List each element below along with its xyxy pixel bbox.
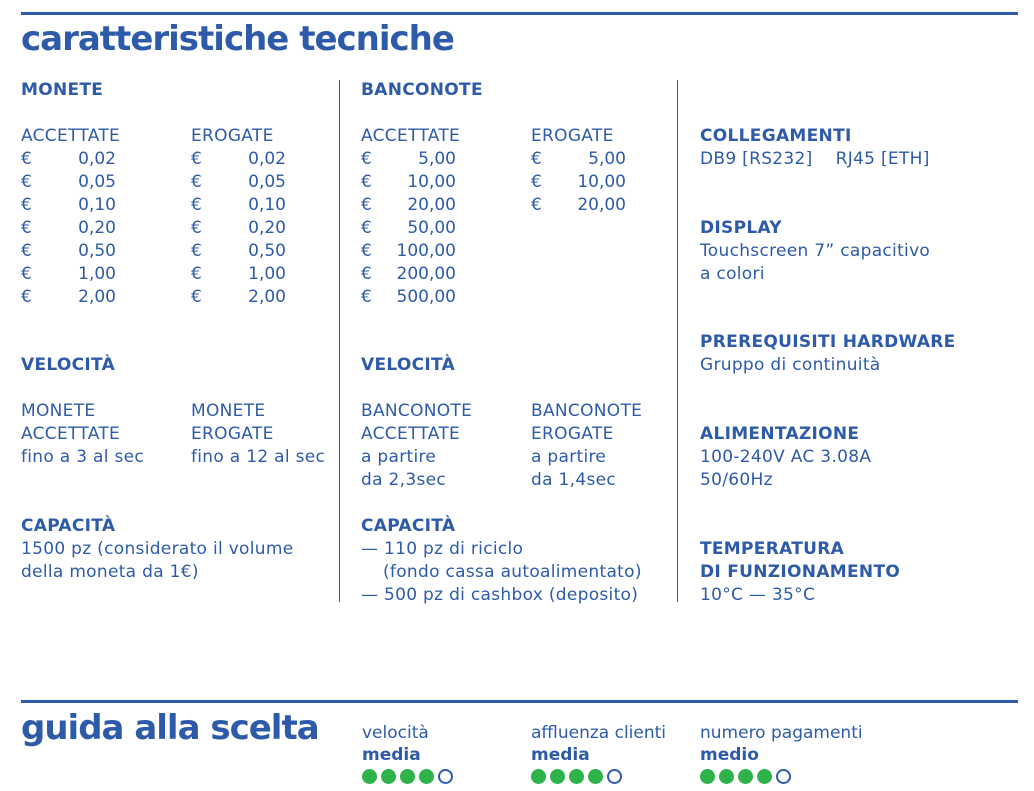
banknote-row — [361, 286, 460, 309]
speed-line: a partire — [531, 447, 607, 467]
banconote-accettate-label: ACCETTATE — [361, 126, 461, 146]
banconote-accettate-list — [361, 125, 460, 309]
prerequisiti-title: PREREQUISITI HARDWARE — [700, 332, 956, 352]
capacita-banconote-title: CAPACITÀ — [361, 516, 456, 536]
monete-title: MONETE — [21, 80, 104, 100]
capacity-line: — 500 pz di cashbox (deposito) — [361, 585, 639, 605]
coin-value: 0,02 — [78, 149, 116, 169]
rj45-port: RJ45 [ETH] — [835, 149, 930, 169]
column-divider — [677, 80, 678, 602]
coin-row — [191, 286, 286, 309]
temperatura-title: DI FUNZIONAMENTO — [700, 562, 901, 582]
rating-dots — [531, 769, 666, 784]
euro-sign: € — [21, 195, 32, 215]
coin-value: 0,02 — [248, 149, 286, 169]
filled-dot-icon — [719, 769, 734, 784]
banknote-row — [361, 240, 460, 263]
speed-line: fino a 3 al sec — [21, 447, 145, 467]
speed-line: ACCETTATE — [361, 424, 461, 444]
speed-line: BANCONOTE — [531, 401, 643, 421]
empty-dot-icon — [607, 769, 622, 784]
filled-dot-icon — [700, 769, 715, 784]
coin-value: 0,05 — [78, 172, 116, 192]
banknote-value: 5,00 — [418, 149, 456, 169]
capacity-line: 1500 pz (considerato il volume — [21, 539, 294, 559]
euro-sign: € — [191, 264, 202, 284]
speed-line: BANCONOTE — [361, 401, 473, 421]
capacity-line: (fondo cassa autoalimentato) — [383, 562, 642, 582]
coin-row — [21, 240, 120, 263]
guide-level: media — [362, 745, 421, 765]
coin-row — [191, 194, 286, 217]
euro-sign: € — [531, 149, 542, 169]
velocita-banconote-accettate — [361, 400, 472, 492]
filled-dot-icon — [550, 769, 565, 784]
banknote-value: 100,00 — [396, 241, 456, 261]
coin-value: 1,00 — [78, 264, 116, 284]
speed-line: da 2,3sec — [361, 470, 447, 490]
banknote-row — [361, 194, 460, 217]
guide-pagamenti — [700, 722, 863, 784]
velocita-monete-title: VELOCITÀ — [21, 355, 116, 375]
banknote-value: 5,00 — [588, 149, 626, 169]
guide-label: velocità — [362, 723, 429, 743]
euro-sign: € — [531, 195, 542, 215]
coin-value: 1,00 — [248, 264, 286, 284]
speed-line: a partire — [361, 447, 437, 467]
coin-value: 0,10 — [248, 195, 286, 215]
filled-dot-icon — [400, 769, 415, 784]
monete-accettate-label: ACCETTATE — [21, 126, 121, 146]
filled-dot-icon — [757, 769, 772, 784]
specs-heading: caratteristiche tecniche — [21, 19, 454, 59]
coin-row — [191, 148, 286, 171]
empty-dot-icon — [776, 769, 791, 784]
filled-dot-icon — [738, 769, 753, 784]
euro-sign: € — [191, 172, 202, 192]
coin-row — [21, 263, 120, 286]
display-section — [700, 217, 930, 286]
rating-dots — [700, 769, 863, 784]
alimentazione-title: ALIMENTAZIONE — [700, 424, 860, 444]
velocita-monete-accettate — [21, 400, 144, 469]
column-divider — [339, 80, 340, 602]
speed-line: ACCETTATE — [21, 424, 121, 444]
euro-sign: € — [21, 241, 32, 261]
speed-line: MONETE — [191, 401, 266, 421]
monete-accettate-list — [21, 125, 120, 309]
velocita-monete-erogate — [191, 400, 325, 469]
coin-row — [21, 148, 120, 171]
coin-row — [21, 286, 120, 309]
coin-row — [21, 217, 120, 240]
display-line: Touchscreen 7” capacitivo — [700, 241, 931, 261]
prerequisiti-line: Gruppo di continuità — [700, 355, 881, 375]
coin-row — [191, 240, 286, 263]
guide-label: numero pagamenti — [700, 723, 863, 743]
top-rule — [21, 12, 1018, 15]
temperatura-title: TEMPERATURA — [700, 539, 845, 559]
monete-erogate-list — [191, 125, 286, 309]
collegamenti-title: COLLEGAMENTI — [700, 126, 852, 146]
temperatura-line: 10°C — 35°C — [700, 585, 816, 605]
filled-dot-icon — [588, 769, 603, 784]
coin-row — [191, 217, 286, 240]
coin-value: 0,10 — [78, 195, 116, 215]
coin-row — [191, 263, 286, 286]
euro-sign: € — [191, 149, 202, 169]
coin-value: 0,50 — [78, 241, 116, 261]
filled-dot-icon — [381, 769, 396, 784]
velocita-banconote-erogate — [531, 400, 642, 492]
banknote-row — [531, 148, 626, 171]
coin-value: 2,00 — [248, 287, 286, 307]
banknote-row — [361, 171, 460, 194]
capacita-monete-text — [21, 538, 293, 584]
euro-sign: € — [361, 264, 372, 284]
euro-sign: € — [21, 172, 32, 192]
coin-value: 0,05 — [248, 172, 286, 192]
coin-row — [21, 194, 120, 217]
banknote-value: 10,00 — [577, 172, 626, 192]
speed-line: da 1,4sec — [531, 470, 617, 490]
banknote-value: 500,00 — [396, 287, 456, 307]
speed-line: MONETE — [21, 401, 96, 421]
speed-line: fino a 12 al sec — [191, 447, 326, 467]
coin-row — [191, 171, 286, 194]
guide-level: medio — [700, 745, 759, 765]
banknote-row — [531, 194, 626, 217]
guide-heading: guida alla scelta — [21, 708, 319, 748]
banknote-row — [531, 171, 626, 194]
coin-value: 0,50 — [248, 241, 286, 261]
velocita-banconote-title: VELOCITÀ — [361, 355, 456, 375]
filled-dot-icon — [419, 769, 434, 784]
euro-sign: € — [21, 218, 32, 238]
euro-sign: € — [21, 287, 32, 307]
euro-sign: € — [361, 218, 372, 238]
capacity-line: della moneta da 1€) — [21, 562, 199, 582]
db9-port: DB9 [RS232] — [700, 149, 813, 169]
collegamenti-values — [700, 148, 930, 171]
bottom-rule — [21, 700, 1018, 703]
guide-level: media — [531, 745, 590, 765]
capacita-banconote-text — [361, 538, 642, 607]
banknote-value: 50,00 — [407, 218, 456, 238]
banknote-row — [361, 148, 460, 171]
capacity-line: — 110 pz di riciclo — [361, 539, 524, 559]
filled-dot-icon — [569, 769, 584, 784]
rating-dots — [362, 769, 453, 784]
display-line: a colori — [700, 264, 765, 284]
guide-affluenza — [531, 722, 666, 784]
banknote-value: 20,00 — [407, 195, 456, 215]
capacita-monete-title: CAPACITÀ — [21, 516, 116, 536]
banknote-row — [361, 217, 460, 240]
euro-sign: € — [361, 149, 372, 169]
banconote-title: BANCONOTE — [361, 80, 483, 100]
filled-dot-icon — [531, 769, 546, 784]
euro-sign: € — [361, 241, 372, 261]
filled-dot-icon — [362, 769, 377, 784]
monete-erogate-label: EROGATE — [191, 126, 274, 146]
alimentazione-line: 100-240V AC 3.08A — [700, 447, 872, 467]
banconote-erogate-list — [531, 125, 626, 217]
temperatura-section — [700, 538, 900, 607]
banconote-erogate-label: EROGATE — [531, 126, 614, 146]
guide-velocita — [362, 722, 453, 784]
euro-sign: € — [191, 195, 202, 215]
euro-sign: € — [21, 264, 32, 284]
euro-sign: € — [361, 195, 372, 215]
speed-line: EROGATE — [191, 424, 274, 444]
euro-sign: € — [361, 287, 372, 307]
euro-sign: € — [21, 149, 32, 169]
banknote-value: 20,00 — [577, 195, 626, 215]
empty-dot-icon — [438, 769, 453, 784]
euro-sign: € — [191, 218, 202, 238]
banknote-value: 200,00 — [396, 264, 456, 284]
speed-line: EROGATE — [531, 424, 614, 444]
banknote-value: 10,00 — [407, 172, 456, 192]
alimentazione-section — [700, 423, 871, 492]
banknote-row — [361, 263, 460, 286]
prerequisiti-section — [700, 331, 956, 377]
euro-sign: € — [531, 172, 542, 192]
guide-label: affluenza clienti — [531, 723, 667, 743]
euro-sign: € — [361, 172, 372, 192]
coin-value: 0,20 — [78, 218, 116, 238]
euro-sign: € — [191, 241, 202, 261]
coin-value: 0,20 — [248, 218, 286, 238]
coin-value: 2,00 — [78, 287, 116, 307]
euro-sign: € — [191, 287, 202, 307]
collegamenti-section — [700, 125, 930, 171]
alimentazione-line: 50/60Hz — [700, 470, 773, 490]
display-title: DISPLAY — [700, 218, 782, 238]
coin-row — [21, 171, 120, 194]
